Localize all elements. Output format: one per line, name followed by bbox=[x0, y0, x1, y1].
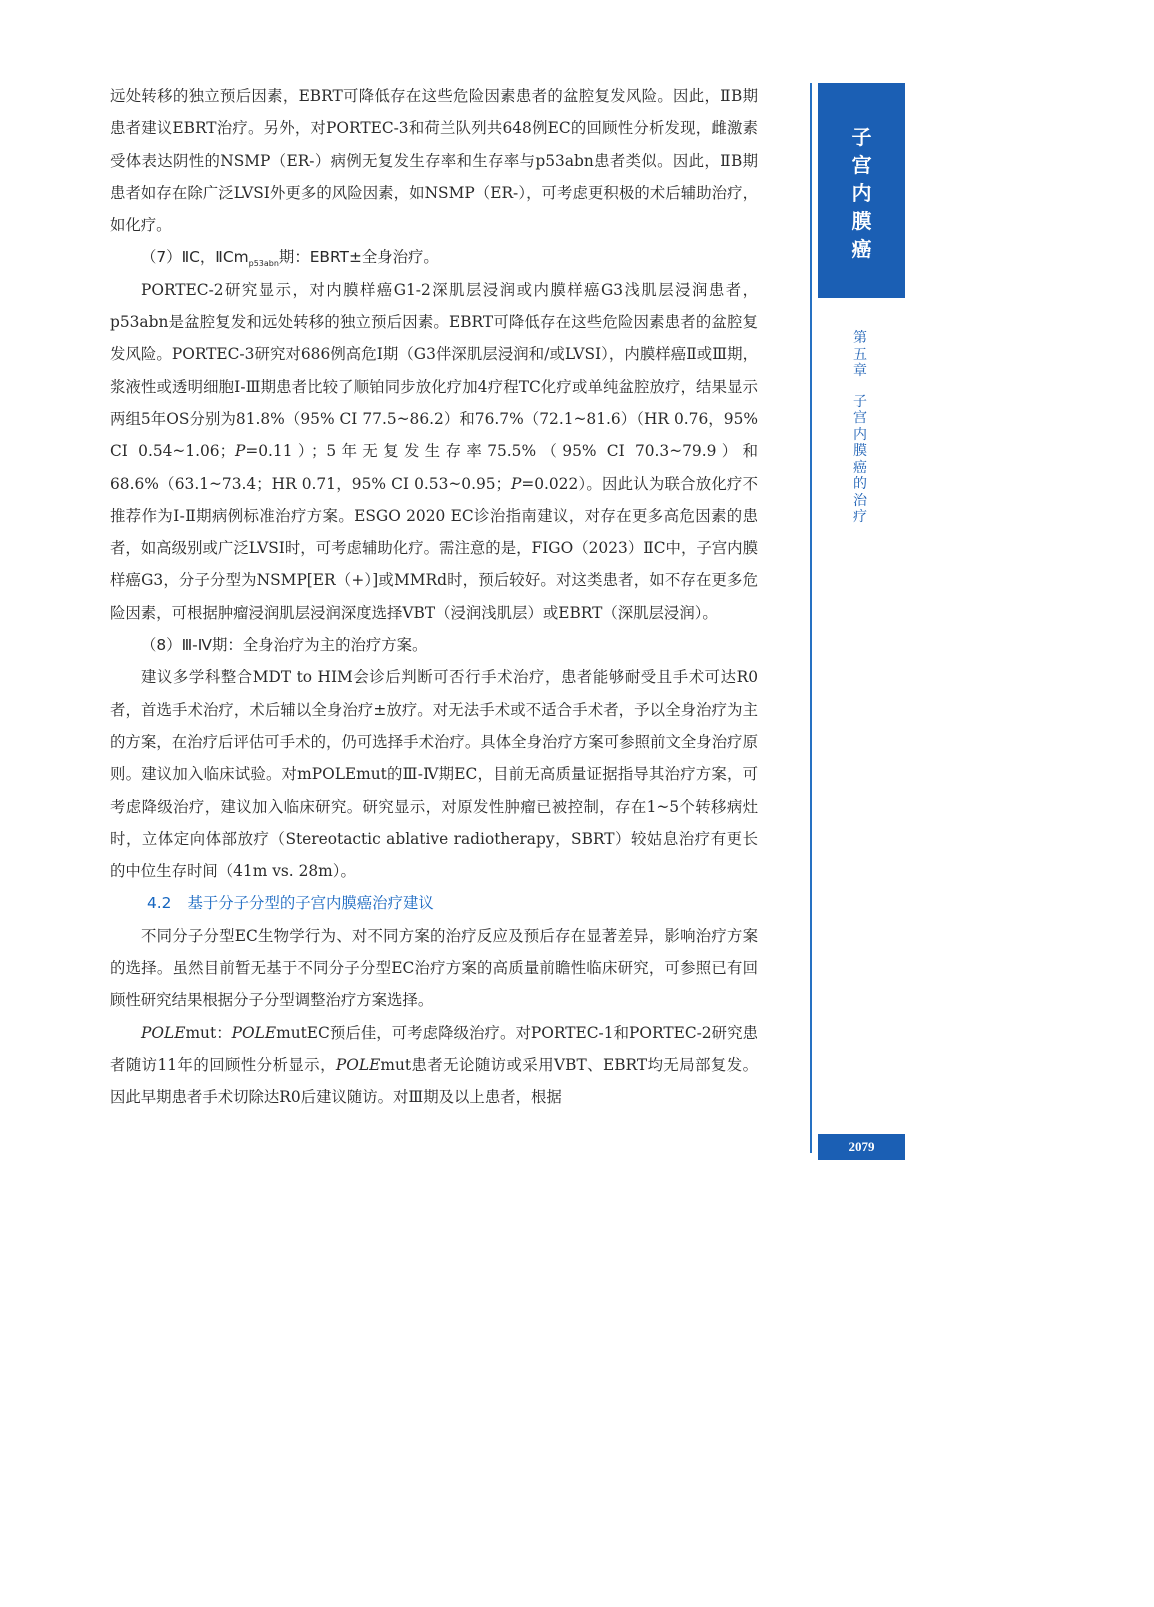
subheading-7 bbox=[110, 241, 758, 273]
chapter-char: 第 bbox=[853, 330, 867, 346]
main-text-column bbox=[110, 80, 758, 1114]
margin-rule bbox=[810, 83, 812, 1153]
italic-p-value: P bbox=[510, 474, 522, 493]
chapter-char: 膜 bbox=[853, 443, 867, 459]
tab-char: 内 bbox=[851, 181, 872, 205]
tab-char: 宫 bbox=[851, 153, 872, 177]
tab-char: 膜 bbox=[851, 209, 872, 233]
paragraph-segment: =0.022）。因此认为联合放化疗不推荐作为Ⅰ-Ⅱ期病例标准治疗方案。ESGO 2020 EC诊治指南建议，对存在更多高危因素的患者，如高级别或广泛LVSI时，可考虑辅助化疗。需注意的是，FIGO（2023）ⅡC中，子宫内膜样癌G3，分子分型为NSMP[ER（+）]或MMRd时，预后较好。对这类患者，如不存在更多危险因素，可根据肿瘤浸润肌层浸润深度选择VBT（浸润浅肌层）或EBRT（深肌层浸润）。 bbox=[110, 474, 758, 622]
tab-char: 子 bbox=[851, 125, 872, 149]
chapter-char: 章 bbox=[853, 363, 867, 379]
section-title: 基于分子分型的子宫内膜癌治疗建议 bbox=[187, 894, 434, 913]
paragraph-segment: mutEC预后佳，可考虑降级治疗。对PORTEC-1和PORTEC-2研究患者随访11年的回顾性分析显示， bbox=[110, 1023, 758, 1074]
chapter-tab bbox=[818, 83, 905, 298]
paragraph-segment: =0.11）；5年无复发生存率75.5%（95% CI 70.3~79.9）和68.6%（63.1~73.4；HR 0.71，95% CI 0.53~0.95； bbox=[110, 442, 758, 493]
chapter-char: 疗 bbox=[853, 509, 867, 525]
chapter-gap bbox=[848, 380, 872, 394]
page-number: 2079 bbox=[818, 1134, 905, 1160]
chapter-char: 癌 bbox=[853, 459, 867, 476]
subheading-7-text-end: 期：EBRT±全身治疗。 bbox=[278, 248, 439, 267]
chapter-char: 五 bbox=[853, 346, 867, 363]
gene-name-italic: POLE bbox=[231, 1023, 277, 1042]
chapter-tab-title bbox=[818, 123, 905, 263]
chapter-char: 内 bbox=[853, 426, 867, 443]
paragraph-segment: mut： bbox=[185, 1023, 232, 1042]
chapter-char: 的 bbox=[853, 476, 867, 492]
chapter-char: 治 bbox=[853, 492, 867, 509]
paragraph: 建议多学科整合MDT to HIM会诊后判断可否行手术治疗，患者能够耐受且手术可达R0者，首选手术治疗，术后辅以全身治疗±放疗。对无法手术或不适合手术者，予以全身治疗为主的方案，在治疗后评估可手术的，仍可选择手术治疗。具体全身治疗方案可参照前文全身治疗原则。建议加入临床试验。对mPOLEmut的Ⅲ-Ⅳ期EC，目前无高质量证据指导其治疗方案，可考虑降级治疗，建议加入临床研究。研究显示，对原发性肿瘤已被控制，存在1~5个转移病灶时，立体定向体部放疗（Stereotactic ablative radiotherapy，SBRT）较姑息治疗有更长的中位生存时间（41m vs. 28m）。 bbox=[110, 668, 758, 881]
paragraph-segment: mut患者无论随访或采用VBT、EBRT均无局部复发。因此早期患者手术切除达R0后建议随访。对Ⅲ期及以上患者，根据 bbox=[110, 1055, 758, 1107]
italic-p-value: P bbox=[234, 442, 246, 461]
paragraph bbox=[110, 1017, 758, 1114]
paragraph: 远处转移的独立预后因素，EBRT可降低存在这些危险因素患者的盆腔复发风险。因此，ⅡB期患者建议EBRT治疗。另外，对PORTEC-3和荷兰队列共648例EC的回顾性分析发现，雌激素受体表达阴性的NSMP（ER-）病例无复发生存率和生存率与p53abn患者类似。因此，ⅡB期患者如存在除广泛LVSI外更多的风险因素，如NSMP（ER-），可考虑更积极的术后辅助治疗，如化疗。 bbox=[110, 87, 758, 235]
paragraph-segment: PORTEC-2研究显示，对内膜样癌G1-2深肌层浸润或内膜样癌G3浅肌层浸润患者，p53abn是盆腔复发和远处转移的独立预后因素。EBRT可降低存在这些危险因素患者的盆腔复发风险。PORTEC-3研究对686例高危Ⅰ期（G3伴深肌层浸润和/或LVSI），内膜样癌Ⅱ或Ⅲ期，浆液性或透明细胞Ⅰ-Ⅲ期患者比较了顺铂同步放化疗加4疗程TC化疗或单纯盆腔放疗，结果显示两组5年OS分别为81.8%（95% CI 77.5~86.2）和76.7%（72.1~81.6）（HR 0.76，95% CI 0.54~1.06； bbox=[110, 280, 758, 461]
gene-name-italic: POLE bbox=[335, 1055, 381, 1074]
chapter-char: 宫 bbox=[853, 410, 867, 426]
section-heading bbox=[110, 887, 758, 919]
paragraph bbox=[110, 274, 758, 629]
gene-name-italic: POLE bbox=[141, 1023, 186, 1042]
chapter-running-title bbox=[848, 330, 872, 526]
paragraph: 不同分子分型EC生物学行为、对不同方案的治疗反应及预后存在显著差异，影响治疗方案的选择。虽然目前暂无基于不同分子分型EC治疗方案的高质量前瞻性临床研究，可参照已有回顾性研究结果根据分子分型调整治疗方案选择。 bbox=[110, 926, 758, 1010]
chapter-char: 子 bbox=[853, 393, 867, 410]
subheading-7-subscript: p53abn bbox=[248, 259, 279, 269]
section-number: 4.2 bbox=[147, 894, 172, 913]
tab-char: 癌 bbox=[851, 237, 872, 261]
subheading-7-text: （7）ⅡC，ⅡCm bbox=[141, 248, 249, 267]
subheading-8: （8）Ⅲ-Ⅳ期：全身治疗为主的治疗方案。 bbox=[141, 636, 428, 655]
